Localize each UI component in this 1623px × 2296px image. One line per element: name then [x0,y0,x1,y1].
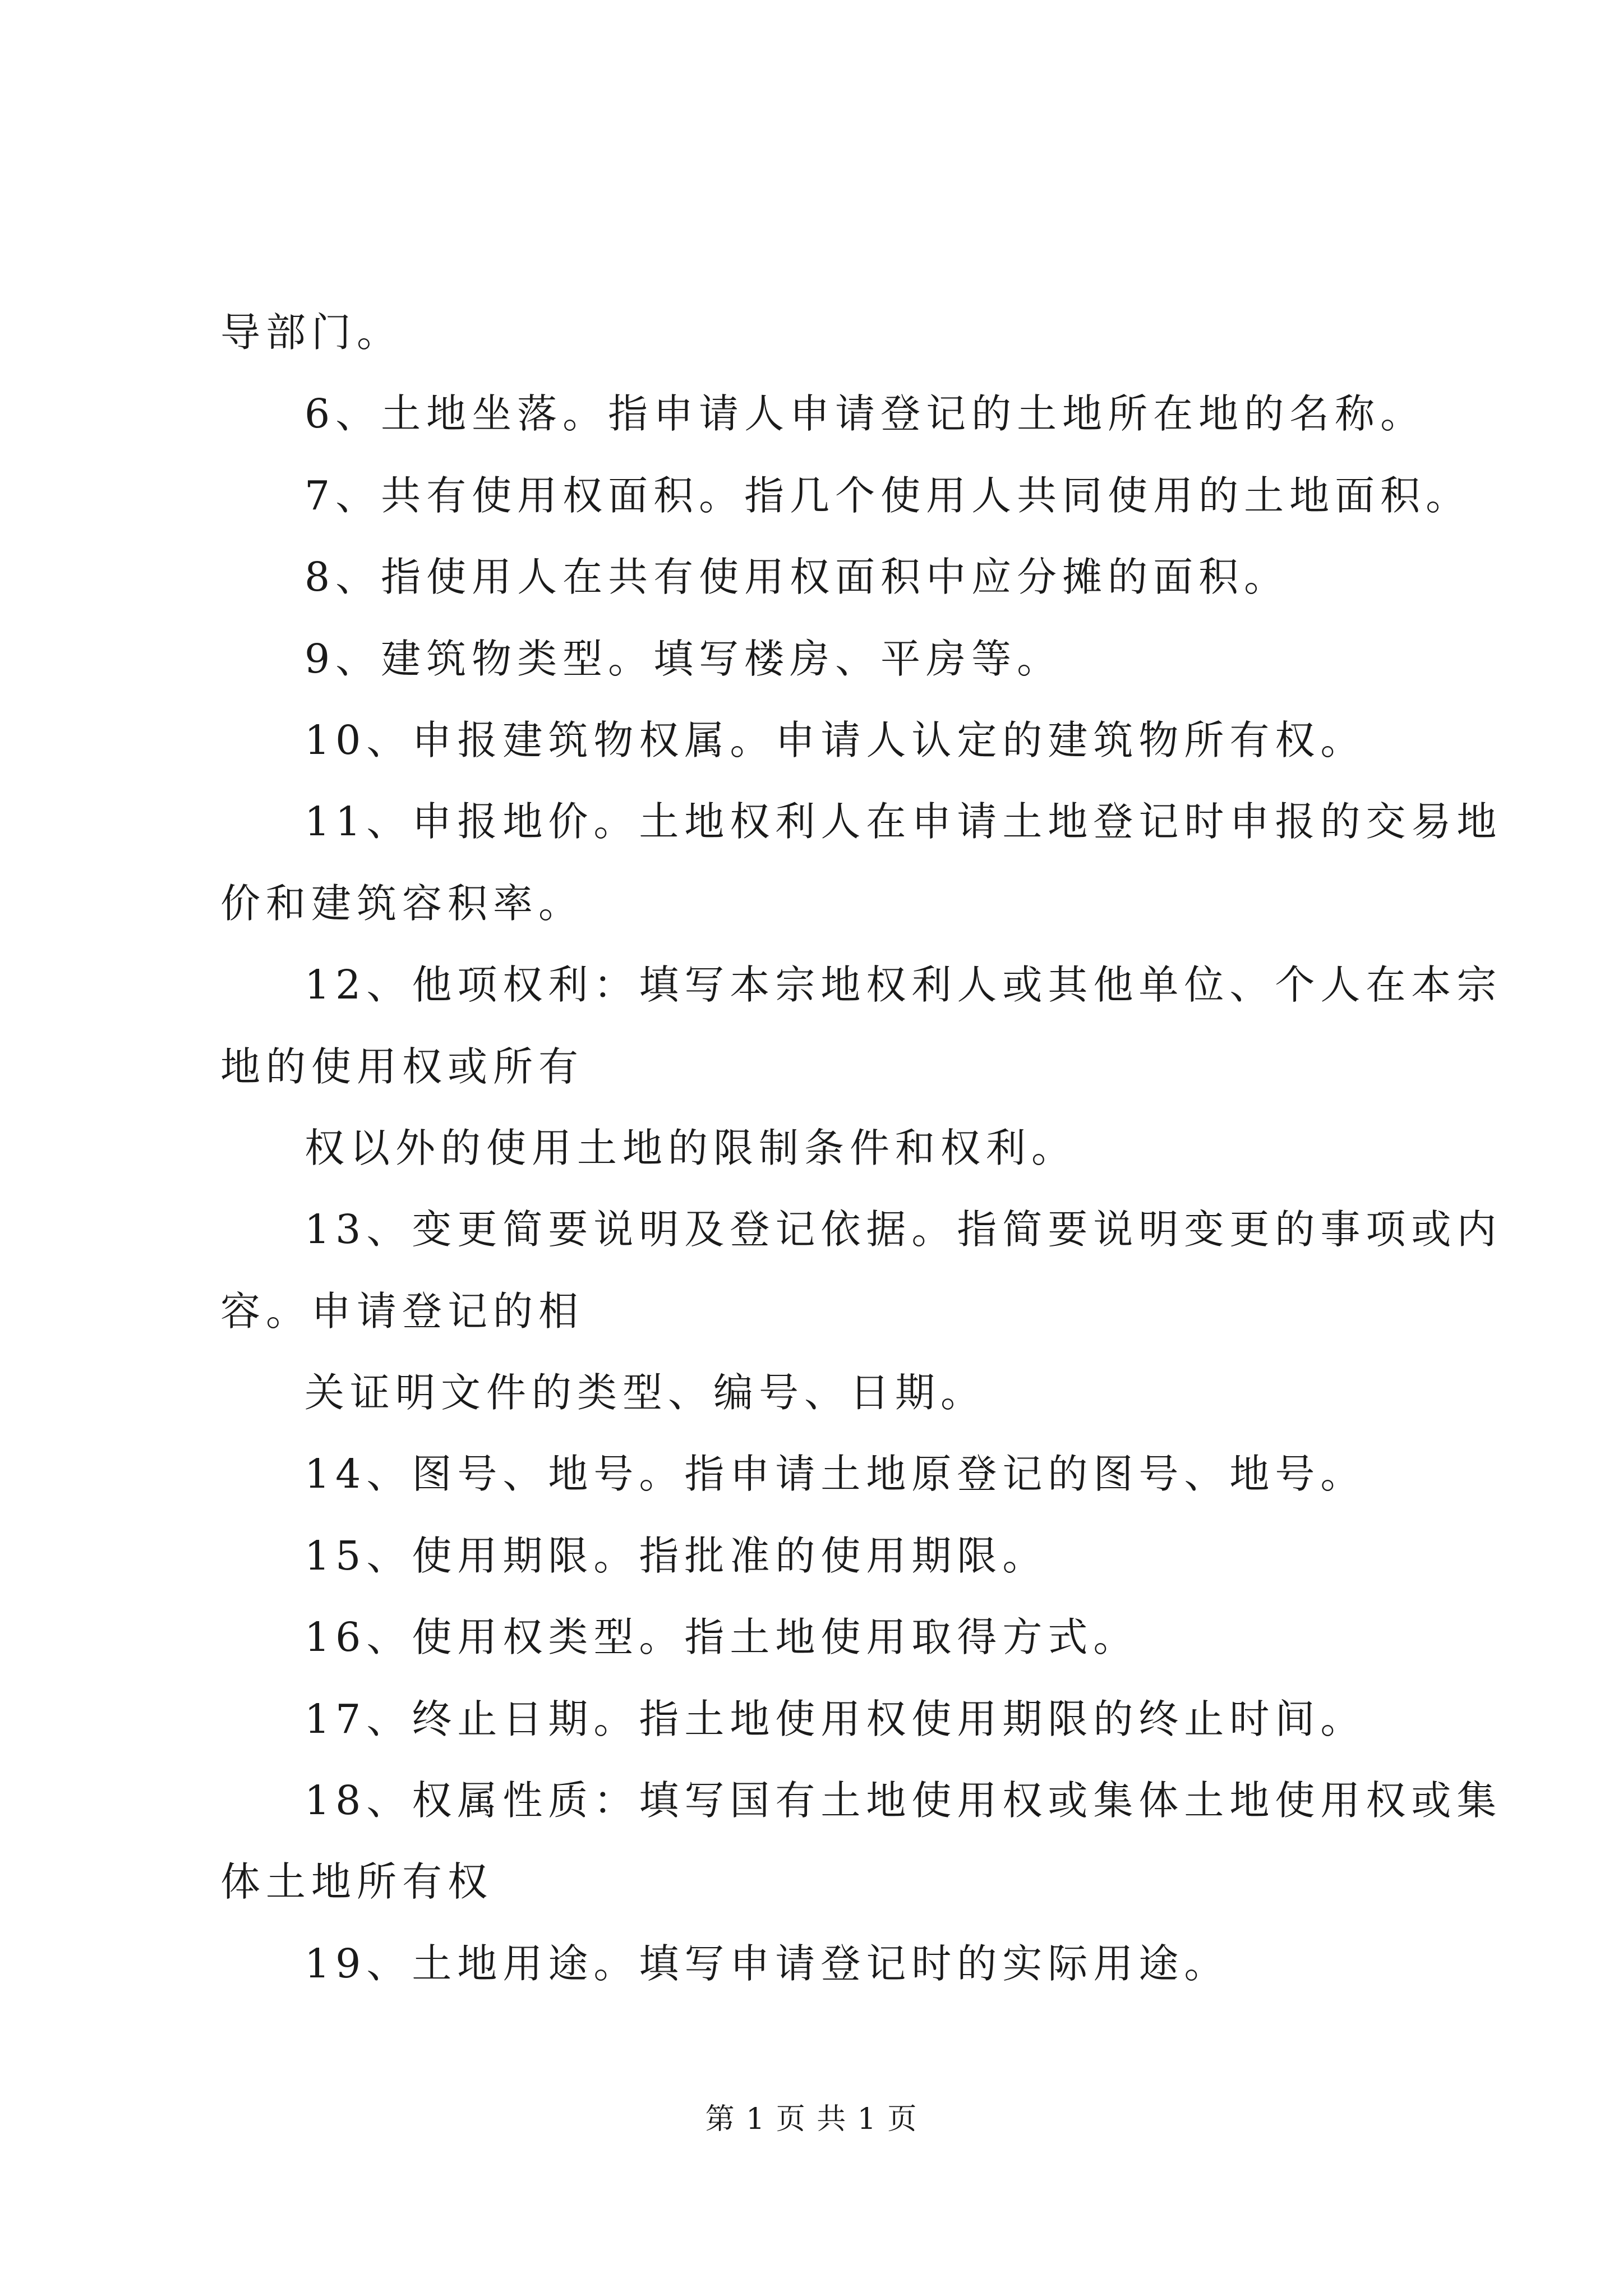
text-line: 17、终止日期。指土地使用权使用期限的终止时间。 [305,1695,1366,1742]
text-line: 9、建筑物类型。填写楼房、平房等。 [305,635,1063,682]
text-line: 地的使用权或所有 [220,1043,584,1090]
text-line: 权以外的使用土地的限制条件和权利。 [305,1124,1077,1171]
text-line: 价和建筑容积率。 [220,880,584,927]
text-line: 10、申报建筑物权属。申请人认定的建筑物所有权。 [305,716,1366,763]
text-line: 18、权属性质：填写国有土地使用权或集体土地使用权或集 [305,1777,1502,1824]
text-line: 8、指使用人在共有使用权面积中应分摊的面积。 [305,554,1290,601]
document-body [220,292,1502,2004]
page-footer: 第 1 页 共 1 页 [705,2102,918,2136]
text-line: 15、使用期限。指批准的使用期限。 [305,1532,1048,1579]
text-line: 11、申报地价。土地权利人在申请土地登记时申报的交易地 [305,798,1502,845]
text-line: 12、他项权利：填写本宗地权利人或其他单位、个人在本宗 [305,961,1502,1009]
text-line: 容。申请登记的相 [220,1287,584,1335]
text-line: 关证明文件的类型、编号、日期。 [305,1369,986,1416]
text-line: 导部门。 [220,309,403,356]
text-line: 6、土地坐落。指申请人申请登记的土地所在地的名称。 [305,390,1426,438]
text-line: 7、共有使用权面积。指几个使用人共同使用的土地面积。 [305,472,1472,519]
text-line: 体土地所有权 [220,1858,494,1906]
text-line: 13、变更简要说明及登记依据。指简要说明变更的事项或内 [305,1206,1502,1253]
text-line: 16、使用权类型。指土地使用取得方式。 [305,1614,1139,1661]
text-line: 14、图号、地号。指申请土地原登记的图号、地号。 [305,1451,1366,1498]
text-line: 19、土地用途。填写申请登记时的实际用途。 [305,1940,1230,1987]
